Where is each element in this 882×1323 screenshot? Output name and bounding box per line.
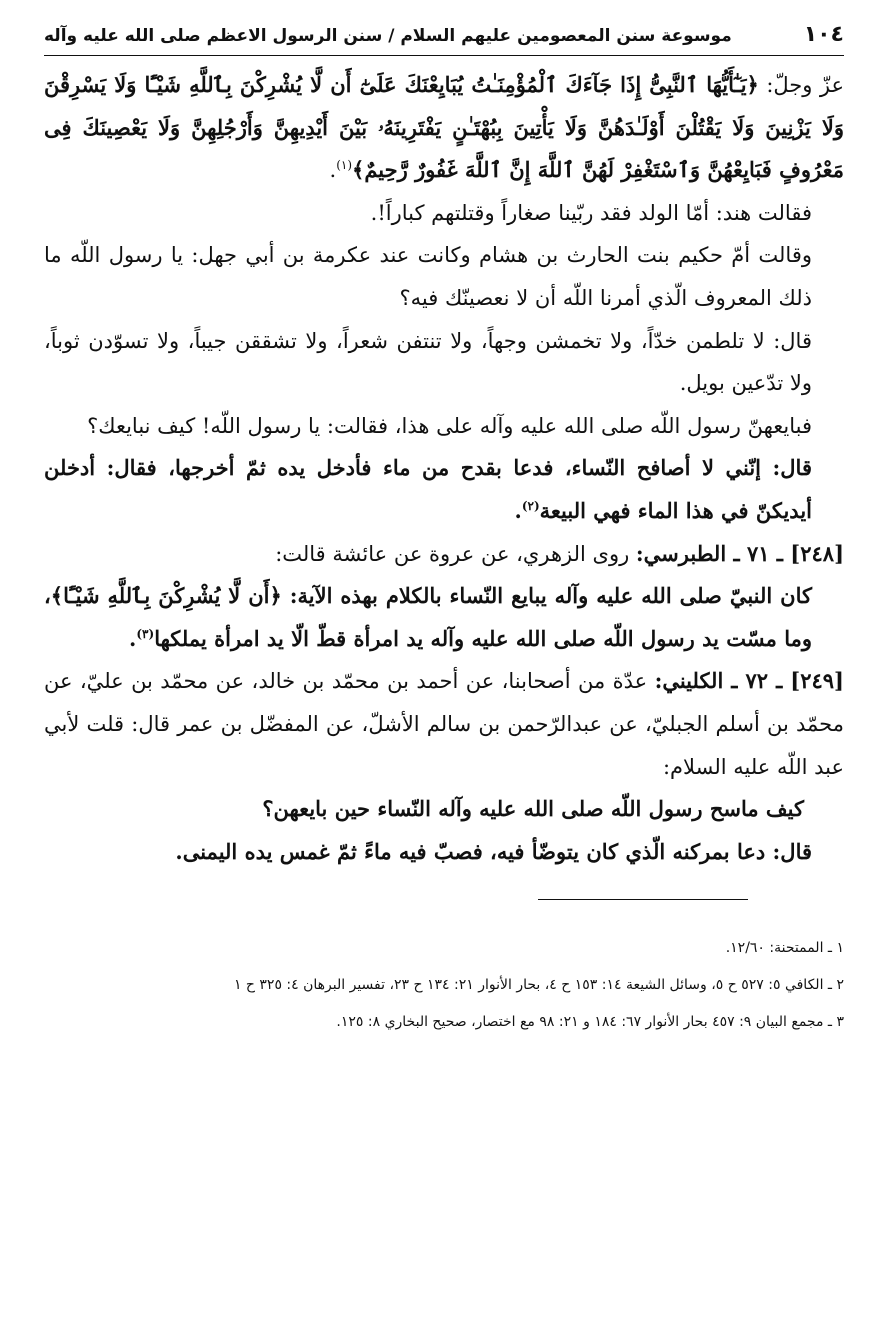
paragraph-aisha-report [44,575,844,660]
footnote-3: ٣ ـ مجمع البيان ٩: ٤٥٧ بحار الأنوار ٦٧: ١٨٤ و ٢١: ٩٨ مع اختصار، صحيح البخاري ٨: ١٢٥. [336,1014,844,1031]
hadith-248-chain: روى الزهري، عن عروة عن عائشة قالت: [275,541,636,566]
quran-verse: ﴿يَـٰٓأَيُّهَا ٱلنَّبِىُّ إِذَا جَآءَكَ ٱلْمُؤْمِنَـٰتُ يُبَايِعْنَكَ عَلَىٰٓ أَن لَّا يُشْرِكْنَ بِٱللَّهِ شَيْـًٔا وَلَا يَسْرِقْنَ وَلَا يَزْنِينَ وَلَا يَقْتُلْنَ أَوْلَـٰدَهُنَّ وَلَا يَأْتِينَ بِبُهْتَـٰنٍ يَفْتَرِينَهُۥ بَيْنَ أَيْدِيهِنَّ وَأَرْجُلِهِنَّ وَلَا يَعْصِينَكَ فِى مَعْرُوفٍ فَبَايِعْهُنَّ وَٱسْتَغْفِرْ لَهُنَّ ٱللَّهَ إِنَّ ٱللَّهَ غَفُورٌ رَّحِيمٌ﴾ [44,72,844,183]
aisha-report-end: . [129,625,137,651]
quran-verse-short: ﴿أَن لَّا يُشْرِكْنَ بِٱللَّهِ شَيْـًٔا﴾ [50,583,282,609]
hadith-reference-248: [٢٤٨] ـ ٧١ ـ الطبرسي: [635,540,844,566]
footnote-1: ١ ـ الممتحنة: ١٢/٦٠. [725,940,844,957]
verse-end: . [329,158,337,183]
hadith-reference-249: [٢٤٩] ـ ٧٢ ـ الكليني: [654,668,844,694]
main-text [44,64,844,873]
paragraph-water-pledge [44,447,844,532]
aisha-report-b: ، وما مسّت يد رسول اللّه صلى الله عليه وآله يد امرأة قطّ الّا يد امرأة يملكها [44,583,812,651]
footnote-separator [538,899,748,900]
water-pledge-end: . [514,497,522,523]
paragraph-question: كيف ماسح رسول اللّه صلى الله عليه وآله النّساء حين بايعهن؟ [262,796,804,822]
paragraph-pledge: فبايعهنّ رسول اللّه صلى الله عليه وآله على هذا، فقالت: يا رسول اللّه! كيف نبايعك؟ [87,413,812,438]
hadith-249-chain: عدّة من أصحابنا، عن أحمد بن محمّد بن خالد، عن محمّد بن عليّ، عن محمّد بن أسلم الجبليّ، عن عبدالرّحمن بن سالم الأشلّ، عن المفضّل بن عمر قال: قلت لأبي عبد اللّه عليه السلام: [44,669,844,779]
verse-intro: عزّ وجلّ: [758,73,844,97]
book-page [44,22,844,1041]
footnote-marker-1[interactable]: (١) [336,158,353,173]
running-title: موسوعة سنن المعصومين عليهم السلام / سنن الرسول الاعظم صلى الله عليه وآله [44,26,732,46]
water-pledge-text: قال: إنّني لا أصافح النّساء، فدعا بقدح من ماء فأدخل يده ثمّ أخرجها، فقال: أدخلن أيديكنّ في هذا الماء فهي البيعة [44,455,812,523]
footnotes [44,930,844,1041]
paragraph-hadith-249 [44,660,844,788]
paragraph-answer: قال: دعا بمركنه الّذي كان يتوضّأ فيه، فصبّ فيه ماءً ثمّ غمس يده اليمنى. [175,838,812,864]
paragraph-conditions: قال: لا تلطمن خدّاً، ولا تخمشن وجهاً، ولا تنتفن شعراً، ولا تشققن جيباً، ولا تسوّدن ثوباً، ولا تدّعين بويل. [44,328,812,396]
aisha-report-a: كان النبيّ صلى الله عليه وآله يبايع النّساء بالكلام بهذه الآية: [281,583,812,609]
paragraph-hind: فقالت هند: أمّا الولد فقد ربّينا صغاراً وقتلتهم كباراً!. [370,200,812,225]
footnote-marker-2[interactable]: (٢) [521,498,540,513]
running-header [44,22,844,56]
paragraph-verse [44,64,844,192]
paragraph-hadith-248 [44,533,844,576]
page-number: ١٠٤ [803,22,844,47]
footnote-marker-3[interactable]: (٣) [136,626,155,641]
paragraph-umm-hakim: وقالت أمّ حكيم بنت الحارث بن هشام وكانت عند عكرمة بن أبي جهل: يا رسول اللّه ما ذلك المعروف الّذي أمرنا اللّه أن لا نعصينّك فيه؟ [44,243,812,310]
footnote-2: ٢ ـ الكافي ٥: ٥٢٧ ح ٥، وسائل الشيعة ١٤: ١٥٣ ح ٤، بحار الأنوار ٢١: ١٣٤ ح ٢٣، تفسير البرهان ٤: ٣٢٥ ح ١ [233,977,844,994]
